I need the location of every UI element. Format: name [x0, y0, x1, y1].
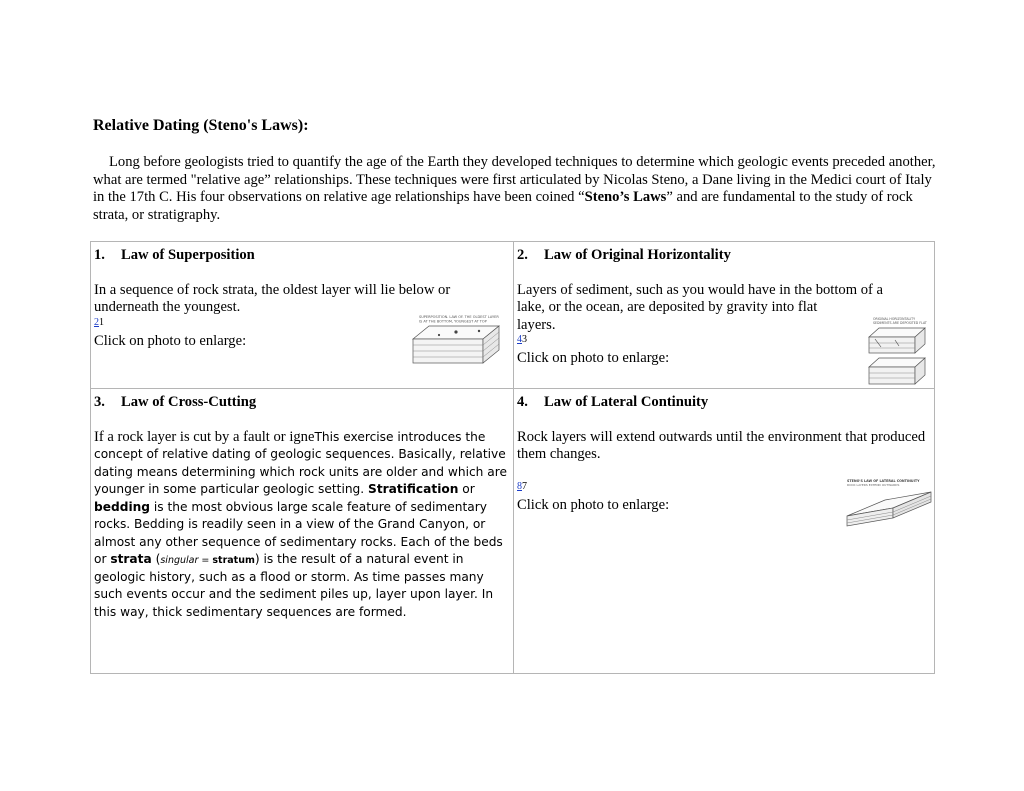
exercise-text: This exercise introduces the concept of relative dating of geologic sequences. Basically, relative dating means determining which rock units are older and which are younger in some particular geologic setting. — [94, 429, 507, 496]
law-description-line: Layers of sediment, such as you would have in the bottom of a — [517, 281, 883, 298]
law-heading — [517, 394, 931, 412]
exercise-text: is the result of a natural event in geologic history, such as a flood or storm. As time passes many such events occur and the sediment piles up, layer upon layer. In this way, thick sedimentary sequences are formed. — [94, 552, 494, 619]
intro-paragraph — [93, 154, 938, 224]
footnote-number: 3 — [522, 334, 527, 345]
term-stratum: stratum — [212, 555, 255, 566]
thumb-caption: SEDIMENTS ARE DEPOSITED FLAT — [873, 321, 927, 325]
law-description-line: layers. — [517, 316, 556, 333]
lateral-continuity-photo-thumbnail[interactable] — [845, 478, 933, 530]
law-description-line: lake, or the ocean, are deposited by gravity into flat — [517, 299, 818, 315]
law-title: Law of Cross-Cutting — [121, 394, 257, 410]
thumb-caption: ROCK LAYERS EXTEND OUTWARDS — [847, 483, 900, 487]
law-number: 3. — [94, 394, 105, 410]
law-description — [94, 429, 510, 622]
intro-text: Long before geologists tried to quantify the age of the Earth they developed techniques to determine which geologic events preceded another, what are termed "relative age” relationships. These techniques were first articulated by Nicolas Steno, a Dane living in the Medici court of Italy in the 17th C. His four observations on relative age relationships have been coined “ — [93, 154, 936, 205]
intro-text-end: ” and are fundamental to the study of rock strata, or stratigraphy. — [93, 189, 913, 223]
law-heading — [94, 394, 510, 412]
footnote-link[interactable]: 8 — [517, 480, 522, 492]
term-bedding: bedding — [94, 499, 151, 514]
click-instruction: Click on photo to enlarge: — [517, 496, 670, 513]
law-title: Law of Original Horizontality — [544, 247, 731, 263]
term-stratification: Stratification — [368, 482, 459, 496]
exercise-text: ( — [151, 552, 161, 566]
law-cell-superposition — [91, 242, 514, 389]
intro-bold-stenos-laws: Steno’s Laws — [584, 189, 667, 205]
footnote-number: 7 — [522, 480, 527, 492]
term-strata: strata — [110, 552, 152, 566]
exercise-text: ) — [254, 552, 260, 566]
thumb-caption: ORIGINAL HORIZONTALITY — [873, 317, 916, 321]
law-title: Law of Lateral Continuity — [544, 394, 709, 410]
footnote-number: 1 — [99, 316, 104, 328]
law-cell-cross-cutting — [91, 389, 514, 674]
laws-table — [90, 241, 935, 674]
law-description-start: If a rock layer is cut by a fault or igne — [94, 428, 315, 445]
law-heading — [94, 247, 510, 265]
exercise-text: is the most obvious large scale feature of sedimentary rocks. Bedding is readily seen in a view of the Grand Canyon, or almost any other sequence of sedimentary rocks. Each of the beds or — [94, 499, 503, 566]
footnote-link[interactable]: 4 — [517, 334, 522, 345]
thumb-caption: IS AT THE BOTTOM, YOUNGEST AT TOP — [419, 319, 487, 324]
law-number: 1. — [94, 247, 105, 263]
law-number: 2. — [517, 247, 528, 263]
thumb-caption: SUPERPOSITION. LAW OF. THE OLDEST LAYER — [419, 315, 499, 319]
table-row — [91, 242, 935, 389]
exercise-text: or — [458, 482, 475, 496]
law-cell-lateral-continuity — [514, 389, 935, 674]
table-row — [91, 389, 935, 674]
law-description: In a sequence of rock strata, the oldest layer will lie below or underneath the youngest. — [94, 281, 451, 315]
law-number: 4. — [517, 394, 528, 410]
horizontality-photo-thumbnail[interactable] — [865, 315, 927, 387]
footnote-link[interactable]: 2 — [94, 316, 99, 328]
pasted-exercise-text — [94, 430, 507, 619]
click-instruction: Click on photo to enlarge: — [517, 350, 670, 366]
click-instruction: Click on photo to enlarge: — [94, 332, 247, 349]
law-title: Law of Superposition — [121, 247, 255, 263]
law-cell-original-horizontality — [514, 242, 935, 389]
superposition-photo-thumbnail[interactable] — [411, 313, 503, 367]
exercise-text: = — [198, 555, 213, 566]
term-singular: singular — [160, 555, 199, 566]
page-title: Relative Dating (Steno's Laws): — [93, 117, 309, 134]
thumb-caption: STENO'S LAW OF LATERAL CONTINUITY — [847, 479, 920, 483]
law-heading — [517, 247, 931, 265]
law-description: Rock layers will extend outwards until the environment that produced them changes. — [517, 428, 926, 462]
